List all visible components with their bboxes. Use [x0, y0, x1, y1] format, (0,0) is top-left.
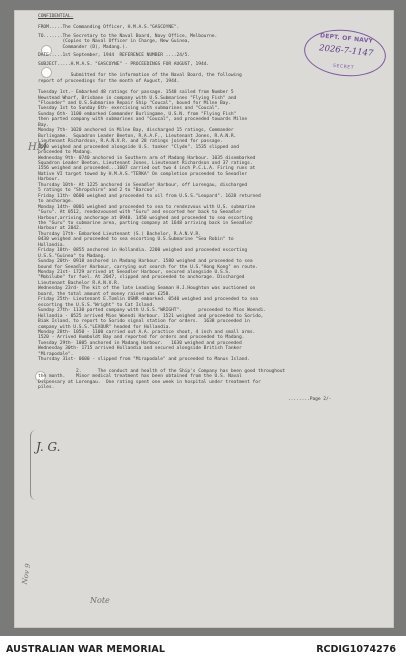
proceedings-line: Thursday 31st- 0600 - slipped from "Mirapodale" and proceeded to Manus Island.	[38, 357, 250, 363]
proceedings-line: Thursday 17th- Embarked Lieutenant (S.) Bachelor, R.A.N.V.R.	[38, 231, 201, 237]
proceedings-line: Monday 21st- 1729 arrived at Seeadler Harbour, secured alongside U.S.S.	[38, 270, 231, 276]
proceedings-line: "Flounder" and U.S.Submarine Repair Ship "Coucal", bound for Milne Bay.	[38, 100, 231, 106]
proceedings-line: Squadron Leader Beeton, Lieutenant Jones, Lieutenant Richardson and 37 ratings.	[38, 160, 253, 166]
proceedings-line: Sunday 27th- 1130 parted company with U.S.S."WRIGHT". proceeded to Mios Woendi.	[38, 308, 267, 314]
header-date: DATE.....1st September, 1944 REFERENCE NUMBER ....24/5.	[38, 53, 191, 59]
memo-header	[38, 25, 378, 67]
margin-note-hm: HM	[28, 142, 47, 153]
proceedings-line: Harbour at 2042.	[38, 226, 82, 232]
header-subject: SUBJECT.....H.M.A.S. "GASCOYNE" - PROCEEDINGS FOR AUGUST, 1944.	[38, 61, 210, 67]
proceedings-line: Friday 11th- 0600 weighed and proceeded to oil from U.S.S."Leopard". 1628 returned	[38, 193, 261, 199]
proceedings-line: Native VI target towed by H.M.A.S."TERKA" On completion proceeded to Seeadler	[38, 171, 248, 177]
proceedings-line: bound for Seeadler Harbour, carrying out search for the U.S."Hong Kong" en route.	[38, 264, 258, 270]
proceedings-line: Harbour,arriving anchorage at 0940. 1450 weighed and proceeded to sea escorting	[38, 215, 253, 221]
stamp-secret: SECRET	[332, 63, 355, 72]
proceedings-line: Friday 18th- 0855 anchored in Hollandia. 2200 weighed and proceeded escorting	[38, 248, 248, 254]
proceedings-line: 0430 weighed and proceeded to sea escorting U.S.Submarine "Sea Robin" to	[38, 237, 234, 243]
proceedings-line: Wednesday 30th- 1715 arrived Hollandia and secured alongside British Tanker	[38, 346, 242, 352]
archive-reference: RCDIG1074276	[316, 644, 396, 655]
stamp-dept: DEPT. OF NAVY	[319, 32, 374, 45]
proceedings-line: Monday 14th- 0001 weighed and proceeded to sea to rendezvous with U.S. submarine	[38, 204, 256, 210]
proceedings-line: Tuesday 29th- 1005 anchored in Madang Harbour. 1630 weighed and proceeded	[38, 340, 242, 346]
proceedings-line: "Guru". At 0512, rendezvoused with "Guru" and escorted her back to Seeadler	[38, 210, 242, 216]
proceedings-line: Monday 28th- 1050 - 1100 carried out A.A. practice shoot, 4 inch and small arms.	[38, 330, 256, 336]
header-to-copies-2: Commander (D), Madang.).	[38, 44, 128, 50]
proceedings-line: Tuesday 1st to Sunday 6th- exercising with submarines and "Coucal".	[38, 106, 220, 112]
proceedings-line: Lieutenant Bachelor R.A.N.V.R.	[38, 280, 120, 286]
margin-note-jg: J. G.	[36, 440, 61, 454]
proceedings-line: board, the total amount of money raised was £258.	[38, 291, 172, 297]
intro-line: Submitted for the information of the Naval Board, the following	[38, 73, 242, 79]
proceedings-line: 1500 weighed and proceeded alongside U.S. tanker "Clyde". 1535 slipped and	[38, 144, 239, 150]
margin-note-nov: Nov 9	[20, 562, 33, 586]
proceedings-line: the "Guru" to submarine area, parting company at 1648 arriving back in Seeadler	[38, 220, 253, 226]
proceedings-line: Sunday 20th- 0918 anchored in Madang Harbour. 1580 weighed and proceeded to sea	[38, 259, 253, 265]
margin-brace	[30, 430, 41, 500]
proceedings-line: Wednesday 9th- 0740 anchored in Southern arm of Madang Harbour. 1035 disembarked	[38, 155, 256, 161]
proceedings-line: Harbour.	[38, 177, 60, 183]
proceedings-line: Thursday 10th- At 1225 anchored in Seeadler Harbour, off Lorengau, discharged	[38, 182, 248, 188]
classification-heading: CONFIDENTIAL.	[38, 14, 74, 19]
closing-line: the month. Minor medical treatment has been obtained from the U.S. Naval	[38, 374, 242, 380]
proceedings-line: Hollandia.	[38, 242, 66, 248]
proceedings-line: Newstead Wharf, Brisbane in company with U.S.Submarines "Flying Fish" and	[38, 95, 237, 101]
header-from: FROM.....The Commanding Officer, H.M.A.S."GASCOYNE".	[38, 25, 180, 31]
proceedings-entries	[38, 90, 378, 363]
proceedings-line: proceeded to Madang.	[38, 150, 93, 156]
proceedings-line: U.S.S."Guinea" to Madang.	[38, 253, 106, 259]
proceedings-line: "Mobilube" for fuel. At 2047, slipped and proceeded to anchorage. Discharged	[38, 275, 245, 281]
header-to: TO.......The Secretary to the Naval Board, Navy Office, Melbourne.	[38, 33, 218, 39]
proceedings-line: then parted company with submarines and "Coucal", and proceeded towards Milne	[38, 117, 248, 123]
closing-line: 2. The conduct and health of the Ship's Company has been good throughout	[38, 368, 286, 374]
proceedings-line: Hollandia - 0525 arrived Mios Woendi Harbour. 1521 weighed and proceeded to Sorido,	[38, 313, 264, 319]
proceedings-line: "Mirapodale".	[38, 351, 74, 357]
proceedings-line: 1520 - Arrived Humboldt Bay and reported for orders and proceeded to Madang.	[38, 335, 245, 341]
proceedings-line: Monday 7th- 1020 anchored in Milne Bay, discharged 15 ratings, Commander	[38, 128, 234, 134]
margin-note-note: Note	[90, 596, 110, 605]
stamp-reference: 2026-7-1147	[318, 43, 374, 59]
proceedings-line: Wednesday 23rd- The kit of the late Leading Seaman H.J.Houghton was auctioned on	[38, 286, 256, 292]
header-to-copies: (Copies to Naval Officer in Charge, New Guinea,	[38, 39, 191, 45]
proceedings-line: Friday 25th- Lieutenant E.Tomlin USNR embarked. 0540 weighed and proceeded to sea	[38, 297, 258, 303]
closing-line: Dispensary at Lorengau. One rating spent one week in hospital under treatment for	[38, 379, 261, 385]
proceedings-line: 5 ratings to "Shropshire" and 2 to "Barcoo".	[38, 188, 158, 194]
proceedings-line: Bay.	[38, 122, 49, 128]
closing-line: piles.	[38, 385, 55, 391]
intro-paragraph	[38, 73, 378, 84]
proceedings-line: Lieutenant Richardson, R.A.N.V.R. and 28 ratings joined for passage.	[38, 139, 223, 145]
intro-line: report of proceedings for the month of August, 1944.	[38, 78, 180, 84]
proceedings-line: Tuesday 1st.- Embarked 48 ratings for passage. 1548 sailed from Number 5	[38, 90, 234, 96]
archive-name: AUSTRALIAN WAR MEMORIAL	[6, 644, 166, 655]
typed-report	[38, 14, 378, 402]
proceedings-line: escorting the U.S.S."Wright" to Cat Island.	[38, 302, 155, 308]
proceedings-line: company with U.S.S."LEXOUR" headed for Hollandia.	[38, 324, 172, 330]
proceedings-line: to anchorage.	[38, 199, 74, 205]
proceedings-line: Biak Island, to report to Sorido signal station for orders. 1638 proceeded in	[38, 319, 250, 325]
proceedings-line: Sunday 6th- 1100 embarked Commander Burlingame, U.S.N. from "Flying Fish"	[38, 111, 237, 117]
archive-footer	[0, 636, 406, 666]
proceedings-line: 1556 weighed and proceeded...1607 carried out two 4 inch P.C.L.A. Firing runs at	[38, 166, 256, 172]
proceedings-line: Burlingame. Squadron Leader Beeton, R.A.A.F., Lieutenant Jones, R.A.N.R.	[38, 133, 237, 139]
page-marker: ........Page 2/-	[288, 396, 332, 402]
closing-paragraph	[38, 369, 378, 391]
